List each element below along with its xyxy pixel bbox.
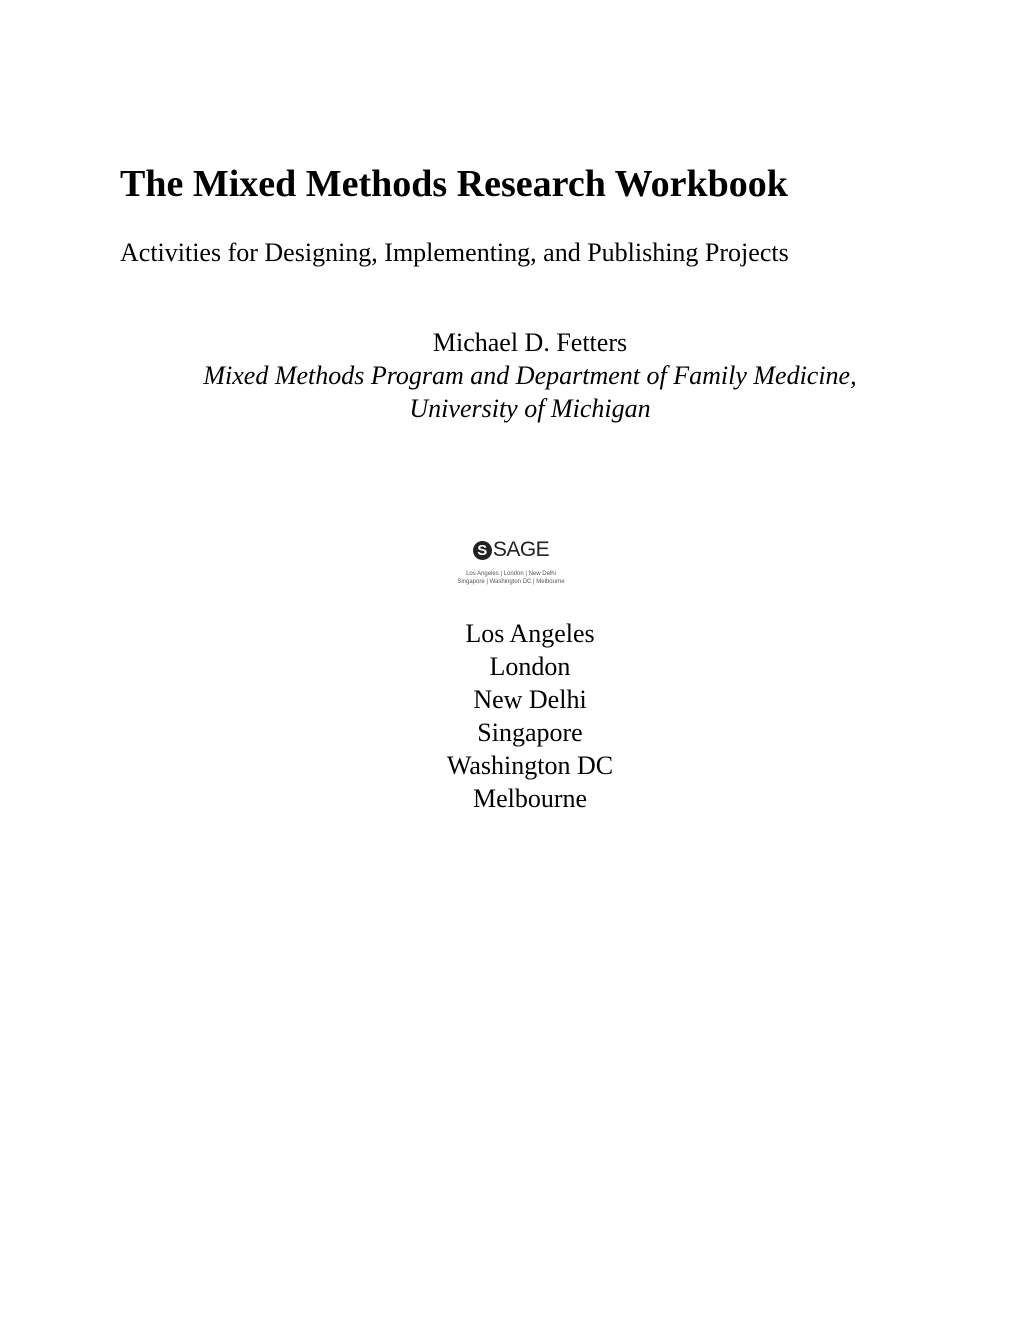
publisher-logo-tagline-line-1: Los Angeles | London | New Delhi (466, 571, 556, 577)
publisher-logo-tagline (452, 570, 570, 586)
city-item: Los Angeles (465, 619, 595, 648)
publisher-cities (40, 617, 1020, 815)
city-item: London (489, 652, 571, 681)
sage-s-circle-icon: S (473, 541, 492, 560)
book-title: The Mixed Methods Research Workbook (120, 163, 788, 205)
city-item: New Delhi (473, 685, 587, 714)
author-name: Michael D. Fetters (432, 328, 628, 357)
publisher-logo-mark (452, 536, 570, 564)
city-item: Singapore (477, 718, 583, 747)
publisher-logo (452, 536, 570, 592)
author-block (40, 326, 1020, 425)
publisher-wordmark: SAGE (492, 538, 550, 561)
city-item: Melbourne (472, 784, 588, 813)
author-affiliation-line-1: Mixed Methods Program and Department of Family Medicine, (203, 361, 857, 390)
author-affiliation-line-2: University of Michigan (409, 394, 651, 423)
city-item: Washington DC (446, 751, 614, 780)
book-subtitle: Activities for Designing, Implementing, and Publishing Projects (120, 238, 789, 267)
publisher-logo-tagline-line-2: Singapore | Washington DC | Melbourne (457, 579, 565, 585)
